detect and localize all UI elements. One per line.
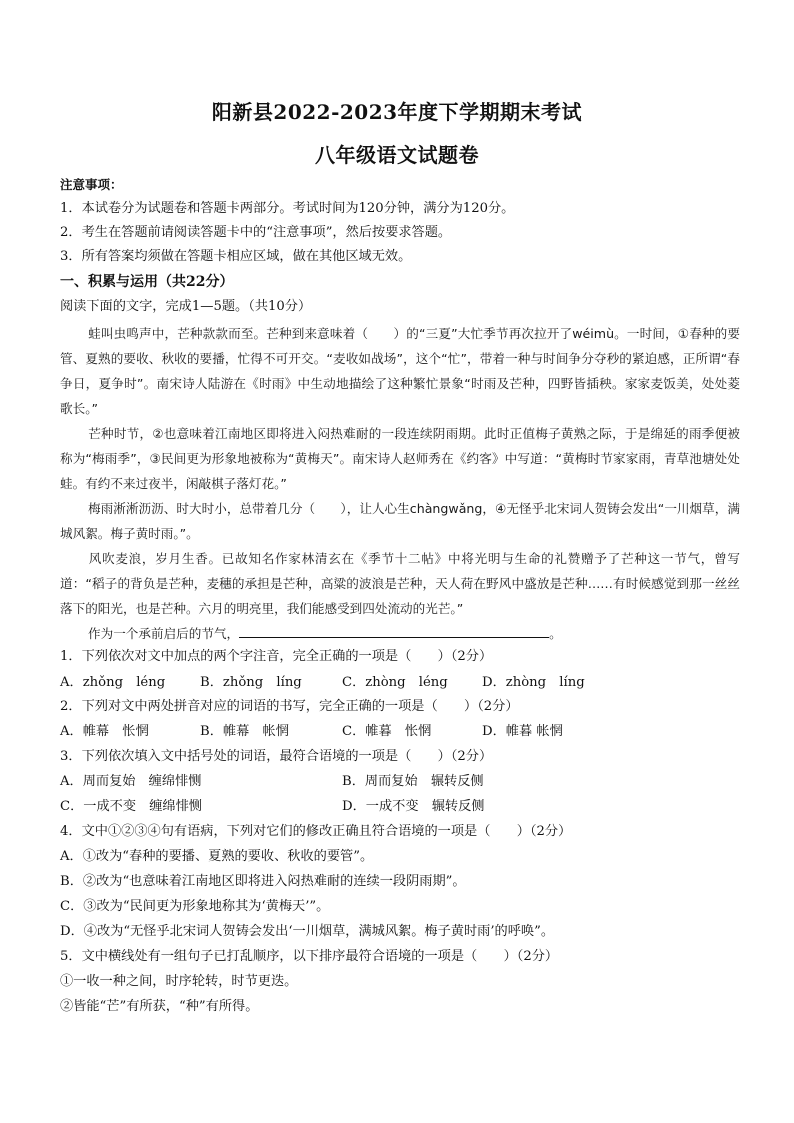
passage-paragraph-2: 芒种时节，②也意味着江南地区即将进入闷热难耐的一段连续阴雨期。此时正值梅子黄熟之际，于是绵延的雨季便被称为“梅雨季”，③民间更为形象地被称为“黄梅天”。南宋诗人赵师秀在《约客》中写道：“黄梅时节家家雨，青草池塘处处蛙。有约不来过夜半，闲敲棋子落灯花。” xyxy=(60,426,740,491)
question-5-stem: 5．文中横线处有一组句子已打乱顺序，以下排序最符合语境的一项是（ ）（2分） xyxy=(60,949,559,964)
answer-blank xyxy=(239,623,549,638)
option-b: B．周而复始 辗转反侧 xyxy=(342,774,484,789)
notice-item: 3．所有答案均须做在答题卡相应区域，做在其他区域无效。 xyxy=(60,249,412,264)
option-c: C．③改为“民间更为形象地称其为‘黄梅天’”。 xyxy=(60,899,330,914)
passage-paragraph-5: 作为一个承前启后的节气， 。 xyxy=(60,621,740,646)
section-intro: 阅读下面的文字，完成1—5题。（共10分） xyxy=(60,299,312,314)
sentence-item: ②皆能“芒”有所获，“种”有所得。 xyxy=(60,999,259,1014)
notice-item: 1．本试卷分为试题卷和答题卡两部分。考试时间为120分钟，满分为120分。 xyxy=(60,201,515,216)
passage-paragraph-3: 梅雨淅淅沥沥、时大时小，总带着几分（ ），让人心生chàngwǎng，④无怪乎北宋词人贺铸会发出“一川烟草，满城风絮。梅子黄时雨。”。 xyxy=(60,501,740,541)
notice-heading: 注意事项： xyxy=(60,177,123,192)
option-b: B．帷幕 帐惘 xyxy=(200,724,289,739)
question-2-stem: 2．下列对文中两处拼音对应的词语的书写，完全正确的一项是（ ）（2分） xyxy=(60,699,519,714)
question-1-stem: 1．下列依次对文中加点的两个字注音，完全正确的一项是（ ）（2分） xyxy=(60,649,493,664)
question-4-stem: 4．文中①②③④句有语病，下列对它们的修改正确且符合语境的一项是（ ）（2分） xyxy=(60,824,572,839)
option-c: C．zhòng léng xyxy=(342,675,448,690)
question-3-stem: 3．下列依次填入文中括号处的词语，最符合语境的一项是（ ）（2分） xyxy=(60,749,493,764)
option-c: C．一成不变 缠绵悱恻 xyxy=(60,799,202,814)
sentence-item: ①一收一种之间，时序轮转，时节更迭。 xyxy=(60,974,298,989)
option-a: A．周而复始 缠绵悱恻 xyxy=(60,774,202,789)
option-d: D．zhòng líng xyxy=(482,675,585,690)
option-a: A．帷幕 怅惘 xyxy=(60,724,149,739)
passage-paragraph-1: 蛙叫虫鸣声中，芒种款款而至。芒种到来意味着（ ）的“三夏”大忙季节再次拉开了wéimù。一时间，①春种的要管、夏熟的要收、秋收的要播，忙得不可开交。“麦收如战场”，这个“忙”，带着一种与时间争分夺秒的紧迫感，正所谓“春争日，夏争时”。南宋诗人陆游在《时雨》中生动地描绘了这种繁忙景象“时雨及芒种，四野皆插秧。家家麦饭美，处处菱歌长。” xyxy=(60,326,740,416)
option-a: A．①改为“春种的要播、夏熟的要收、秋收的要管”。 xyxy=(60,849,374,864)
option-d: D．帷暮 帐惘 xyxy=(482,724,563,739)
passage-paragraph-4: 风吹麦浪，岁月生香。已故知名作家林清玄在《季节十二帖》中将光明与生命的礼赞赠予了芒种这一节气，曾写道：“稻子的背负是芒种，麦穗的承担是芒种，高粱的波浪是芒种，天人荷在野风中盛放是芒种……有时候感觉到那一丝丝落下的阳光，也是芒种。六月的明亮里，我们能感受到四处流动的光芒。” xyxy=(60,551,740,616)
option-c: C．帷暮 怅惘 xyxy=(342,724,432,739)
option-d: D．④改为“无怪乎北宋词人贺铸会发出‘一川烟草，满城风絮。梅子黄时雨’的呼唤”。 xyxy=(60,924,555,939)
exam-title: 阳新县2022-2023年度下学期期末考试 xyxy=(211,100,583,124)
exam-subtitle: 八年级语文试题卷 xyxy=(315,143,479,167)
option-d: D．一成不变 辗转反侧 xyxy=(342,799,485,814)
option-b: B．②改为“也意味着江南地区即将进入闷热难耐的连续一段阴雨期”。 xyxy=(60,874,466,889)
option-b: B．zhǒng líng xyxy=(200,675,302,690)
notice-item: 2．考生在答题前请阅读答题卡中的“注意事项”，然后按要求答题。 xyxy=(60,225,452,240)
section-heading: 一、积累与运用（共22分） xyxy=(60,274,234,290)
option-a: A．zhǒng léng xyxy=(60,675,166,690)
